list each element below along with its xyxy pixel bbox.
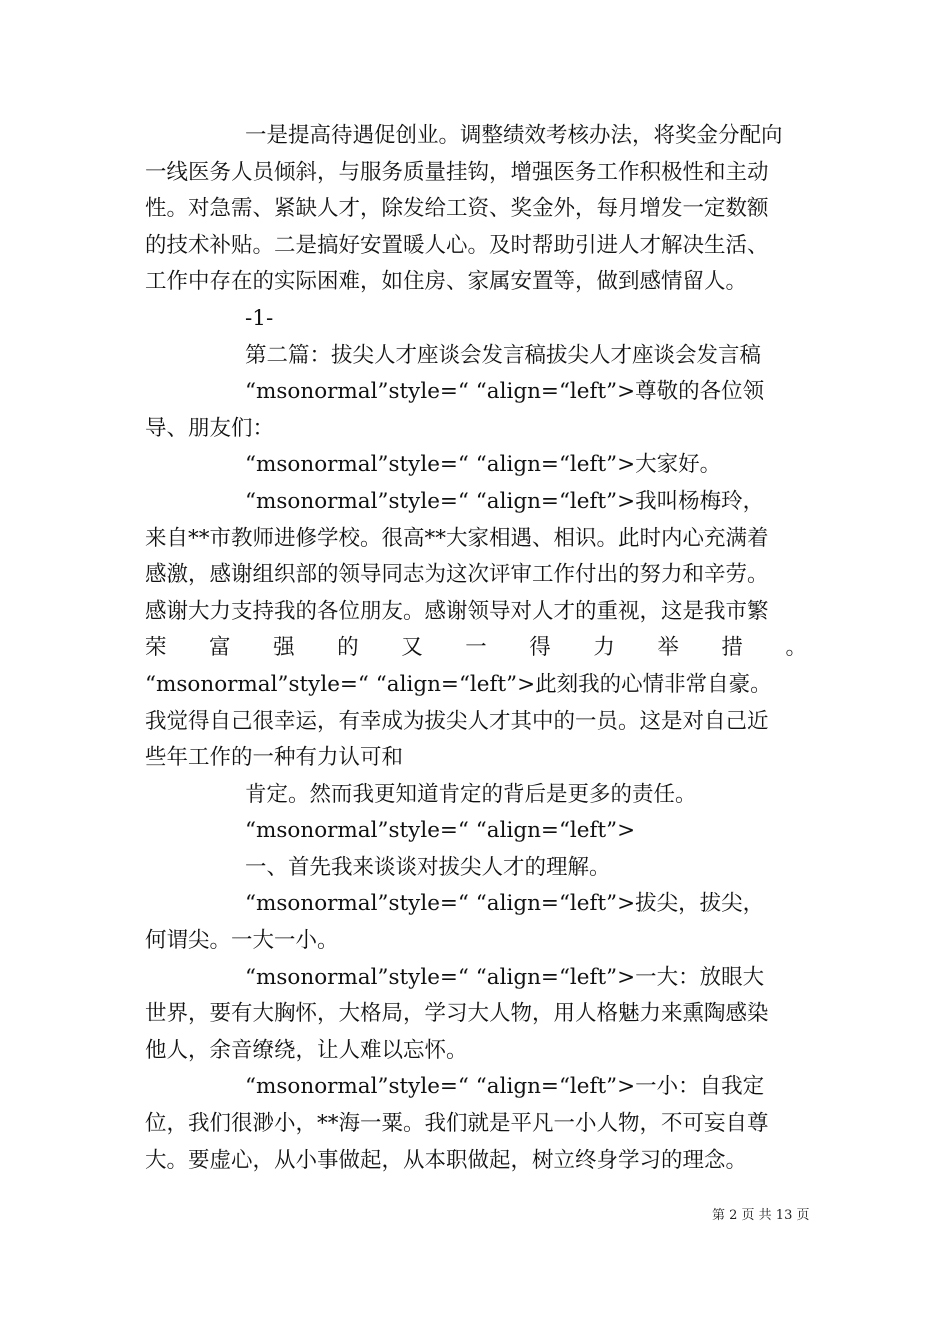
justified-char: 荣 (145, 635, 167, 661)
text-line: 性。对急需、紧缺人才，除发给工资、奖金外，每月增发一定数额 (145, 196, 769, 222)
justified-char: 举 (657, 635, 679, 661)
text-line: “msonormal”style=“ “align=“left”>此刻我的心情非常自豪。 (145, 671, 772, 697)
justified-char: 富 (209, 635, 231, 661)
text-line: 工作中存在的实际困难，如住房、家属安置等，做到感情留人。 (145, 269, 748, 295)
text-line: “msonormal”style=“ “align=“left”>一小：自我定 (245, 1074, 765, 1100)
text-line: 肯定。然而我更知道肯定的背后是更多的责任。 (245, 781, 697, 807)
text-line: 的技术补贴。二是搞好安置暖人心。及时帮助引进人才解决生活、 (145, 232, 769, 258)
justified-text-line (145, 630, 807, 667)
justified-char: 措 (721, 635, 743, 661)
justified-char: 得 (529, 635, 551, 661)
text-line: 感激，感谢组织部的领导同志为这次评审工作付出的努力和辛劳。 (145, 562, 769, 588)
text-line: 一线医务人员倾斜，与服务质量挂钩，增强医务工作积极性和主动 (145, 159, 769, 185)
justified-char: 力 (593, 635, 615, 661)
text-line: 位，我们很渺小，**海一粟。我们就是平凡一小人物，不可妄自尊 (145, 1111, 769, 1137)
text-line: 感谢大力支持我的各位朋友。感谢领导对人才的重视，这是我市繁 (145, 598, 769, 624)
text-line: 一、首先我来谈谈对拔尖人才的理解。 (245, 854, 611, 880)
text-line: “msonormal”style=“ “align=“left”>拔尖，拔尖， (245, 891, 765, 917)
text-line: 世界，要有大胸怀，大格局，学习大人物，用人格魅力来熏陶感染 (145, 1001, 769, 1027)
text-line: 导、朋友们： (145, 415, 275, 441)
page-footer: 第 2 页 共 13 页 (712, 1208, 810, 1223)
text-line: “msonormal”style=“ “align=“left”>一大：放眼大 (245, 964, 765, 990)
justified-char: 的 (337, 635, 359, 661)
text-line: 他人，余音缭绕，让人难以忘怀。 (145, 1037, 468, 1063)
text-line: 些年工作的一种有力认可和 (145, 745, 404, 771)
text-line: “msonormal”style=“ “align=“left”> (245, 818, 636, 844)
text-line: “msonormal”style=“ “align=“left”>尊敬的各位领 (245, 379, 765, 405)
document-body (145, 118, 807, 1179)
justified-char: 又 (401, 635, 423, 661)
text-line: 我觉得自己很幸运，有幸成为拔尖人才其中的一员。这是对自己近 (145, 708, 769, 734)
justified-char: 一 (465, 635, 487, 661)
page-number-marker: -1- (245, 305, 274, 331)
text-line: 来自**市教师进修学校。很高**大家相遇、相识。此时内心充满着 (145, 525, 769, 551)
text-line: “msonormal”style=“ “align=“left”>大家好。 (245, 452, 722, 478)
section-title: 第二篇：拔尖人才座谈会发言稿拔尖人才座谈会发言稿 (245, 342, 762, 368)
text-line: 何谓尖。一大一小。 (145, 928, 339, 954)
justified-char: 。 (785, 635, 807, 661)
text-line: “msonormal”style=“ “align=“left”>我叫杨梅玲， (245, 488, 765, 514)
text-line: 大。要虚心，从小事做起，从本职做起，树立终身学习的理念。 (145, 1147, 748, 1173)
justified-char: 强 (273, 635, 295, 661)
text-line: 一是提高待遇促创业。调整绩效考核办法，将奖金分配向 (245, 123, 783, 148)
